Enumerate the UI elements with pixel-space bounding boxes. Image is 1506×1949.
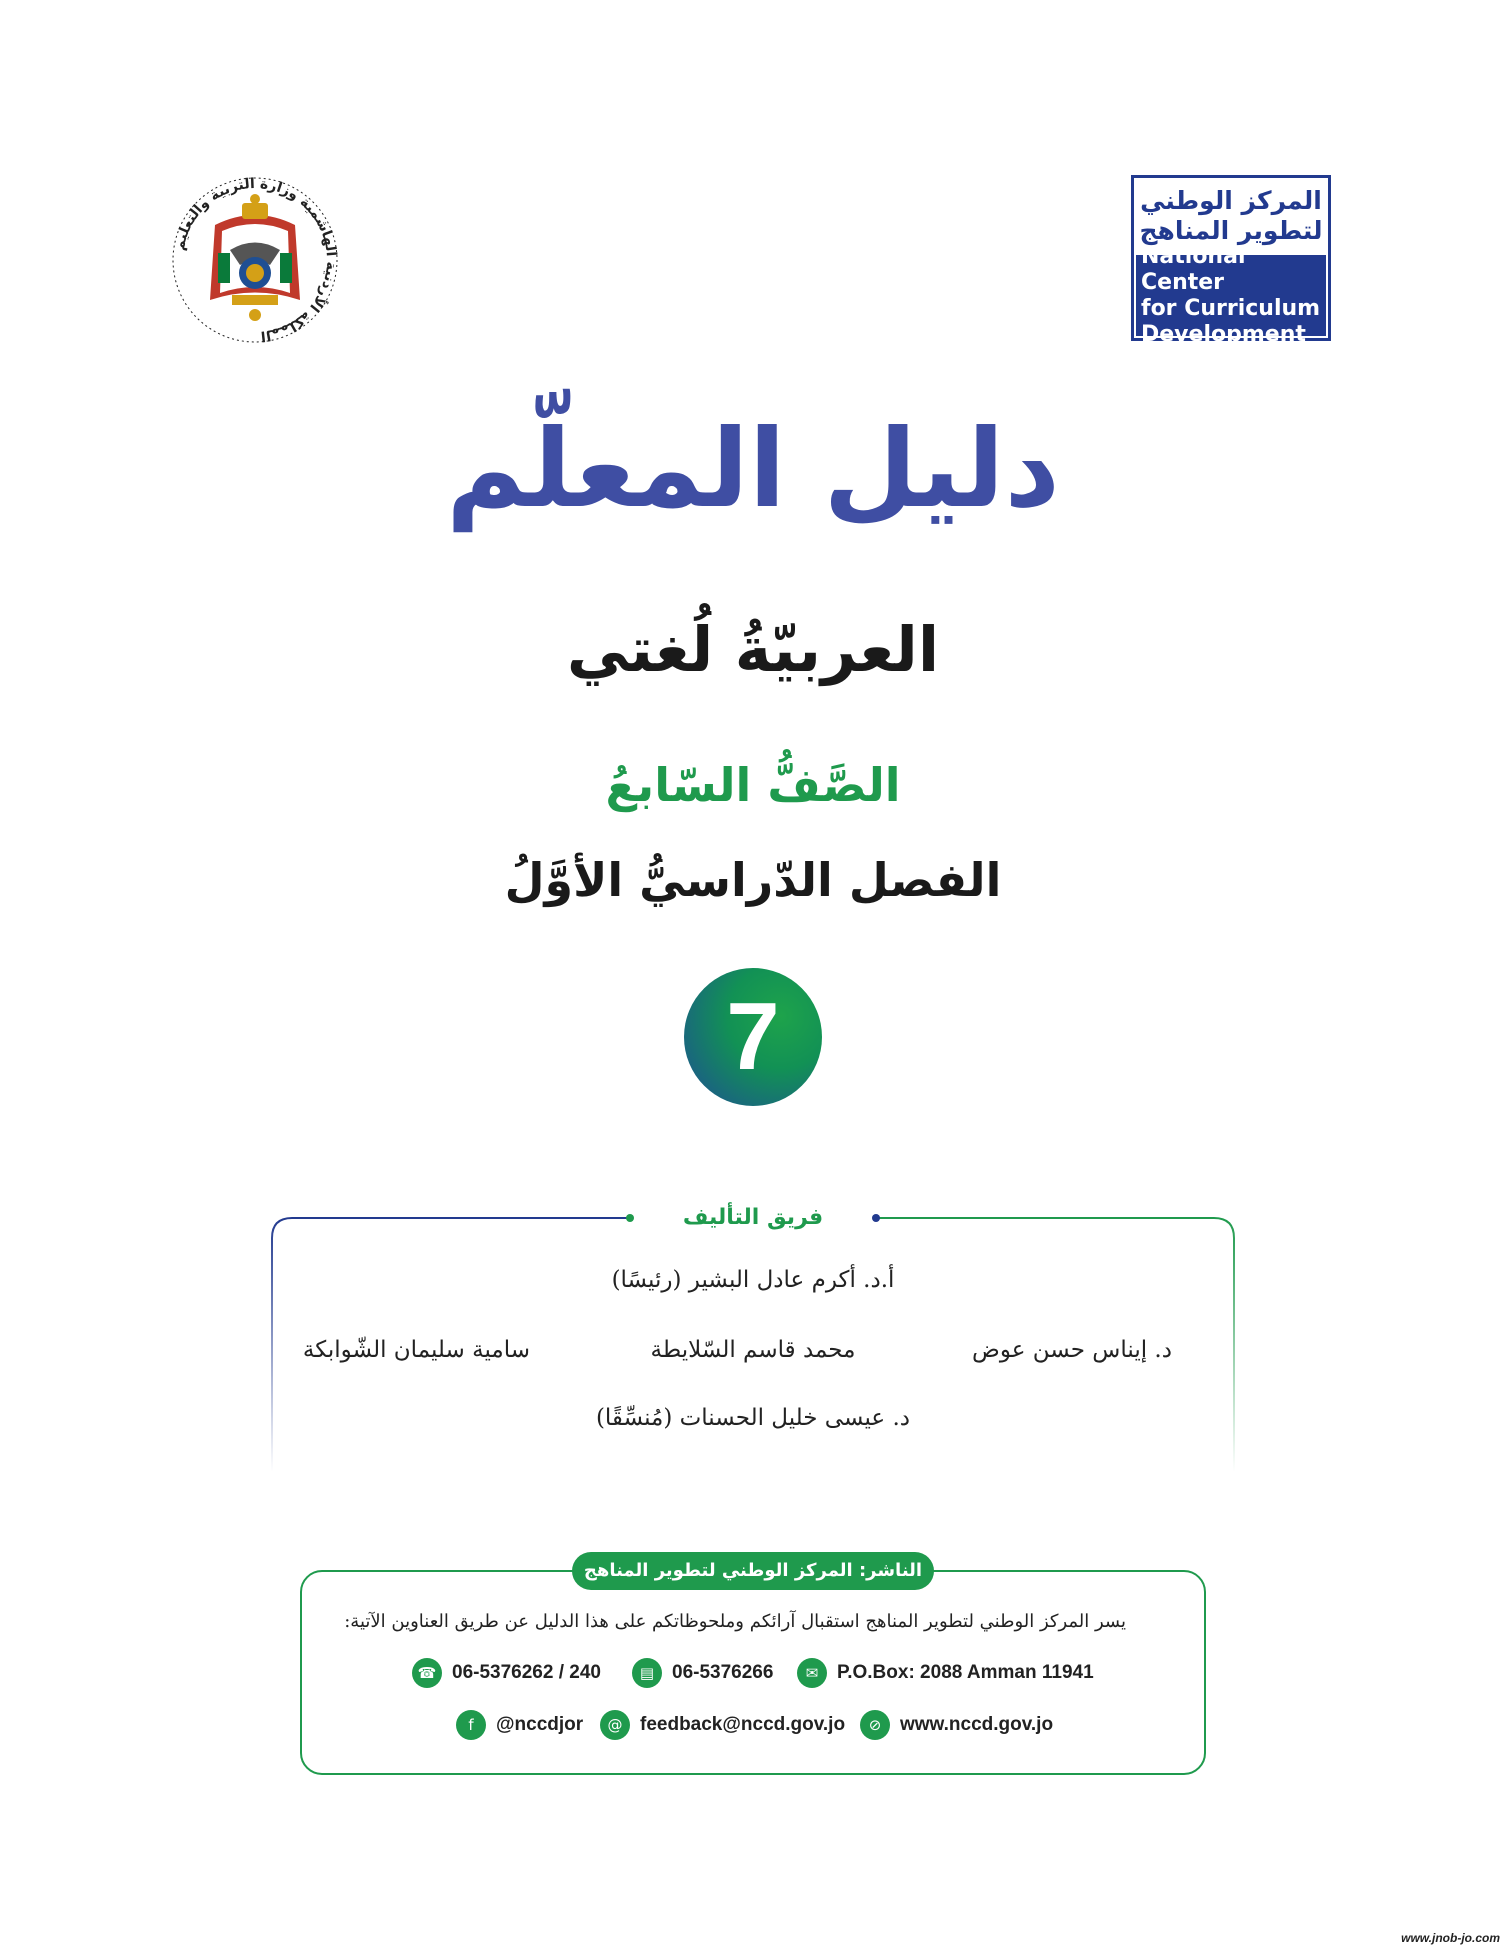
author-head: أ.د. أكرم عادل البشير (رئيسًا) [611,1267,895,1293]
facebook-icon: f [456,1710,486,1740]
logo-en-line1: National Center [1141,243,1246,295]
publisher-intro: يسر المركز الوطني لتطوير المناهج استقبال آرائكم وملحوظاتكم على هذا الدليل عن طريق العناوين الآتية: [344,1611,1126,1632]
logo-en-line3: Development [1141,321,1306,347]
author-coordinator: د. عيسى خليل الحسنات (مُنسِّقًا) [595,1405,911,1431]
contact-pobox[interactable] [797,1658,1094,1688]
fax-icon: ▤ [632,1658,662,1688]
grade-title: الصَّفُّ السّابعُ [605,758,901,812]
contact-email[interactable] [600,1710,845,1740]
emblem-ring-text: المملكة الأردنية الهاشمية وزارة التربية والتعليم [171,175,340,344]
social-text: @nccdjor [496,1714,584,1735]
at-icon: @ [600,1710,630,1740]
mail-icon: ✉ [797,1658,827,1688]
pobox-text: P.O.Box: 2088 Amman 11941 [837,1662,1094,1683]
email-text: feedback@nccd.gov.jo [640,1714,846,1735]
author-member-1: د. إيناس حسن عوض [972,1337,1172,1363]
author-member-3: سامية سليمان الشّوابكة [302,1337,530,1363]
main-title: دليل المعلّم [446,407,1060,532]
logo-ar-line1: المركز الوطني [1140,186,1322,215]
authors-heading: فريق التأليف [682,1205,824,1230]
ministry-emblem [170,175,340,345]
phone-icon: ☎ [412,1658,442,1688]
link-icon: ⊘ [860,1710,890,1740]
contact-social[interactable] [456,1710,583,1740]
phone-text: 06-5376262 / 240 [452,1662,601,1683]
contact-phone[interactable] [412,1658,601,1688]
footer-url: www.jnob-jo.com [1401,1931,1500,1945]
author-member-2: محمد قاسم السّلايطة [650,1337,856,1363]
publisher-label: الناشر: المركز الوطني لتطوير المناهج [572,1552,934,1590]
grade-number-badge: 7 [684,968,822,1106]
website-text: www.nccd.gov.jo [900,1714,1054,1735]
fax-text: 06-5376266 [672,1662,774,1683]
logo-ar-line2: لتطوير المناهج [1139,216,1323,245]
subject-title: العربيّةُ لُغتي [566,613,940,686]
contact-website[interactable] [860,1710,1053,1740]
contact-fax[interactable] [632,1658,773,1688]
nccd-logo [1131,175,1331,347]
logo-en-line2: for Curriculum [1141,295,1321,321]
semester-title: الفصل الدّراسيُّ الأوَّلُ [504,853,1002,907]
